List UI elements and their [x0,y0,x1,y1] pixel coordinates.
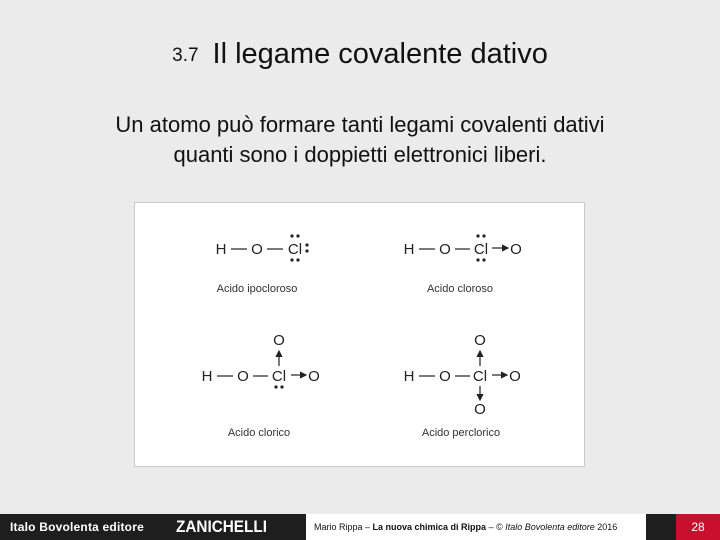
intro-line-2: quanti sono i doppietti elettronici liberi. [173,142,547,167]
credit-year: 2016 [594,522,618,532]
chloric-acid [202,332,320,439]
atom-cl: Cl [472,368,488,385]
atom-h: H [403,368,415,385]
caption-chloric: Acido clorico [227,427,291,439]
atom-o: O [510,241,522,258]
atom-o: O [273,332,285,349]
slide-title [0,38,720,71]
brand-label: Italo Bovolenta editore [10,520,144,534]
atom-cl: Cl [287,241,303,258]
caption-chlorous: Acido cloroso [426,283,494,295]
footer-bar [0,514,720,540]
atom-o: O [474,401,486,418]
atom-o: O [439,241,451,258]
atom-h: H [403,241,415,258]
perchloric-acid [404,332,521,439]
atom-o: O [251,241,263,258]
hypochlorous-acid [216,234,309,295]
credit-book: La nuova chimica di Rippa [372,522,487,532]
credit-author: Mario Rippa – [314,522,373,532]
credit-line [306,514,646,540]
page-number: 28 [676,514,720,540]
atom-o: O [474,332,486,349]
atom-cl: Cl [271,368,287,385]
title-text: Il legame covalente dativo [212,38,548,70]
section-number: 3.7 [172,45,199,66]
credit-sep: – © [486,522,506,532]
caption-hypochlorous: Acido ipocloroso [216,283,298,295]
chlorous-acid [404,234,522,295]
atom-cl: Cl [473,241,489,258]
lewis-structures-svg [135,203,584,466]
atom-o: O [509,368,521,385]
atom-o: O [439,368,451,385]
caption-perchloric: Acido perclorico [421,427,501,439]
credit-rest: Italo Bovolenta editore [505,522,595,532]
atom-h: H [201,368,213,385]
intro-text [40,110,680,170]
intro-line-1: Un atomo può formare tanti legami covalenti dativi [115,112,605,137]
atom-o: O [308,368,320,385]
publisher-logo: ZANICHELLI [176,517,267,536]
lewis-structures-figure [134,202,585,467]
atom-h: H [215,241,227,258]
atom-o: O [237,368,249,385]
